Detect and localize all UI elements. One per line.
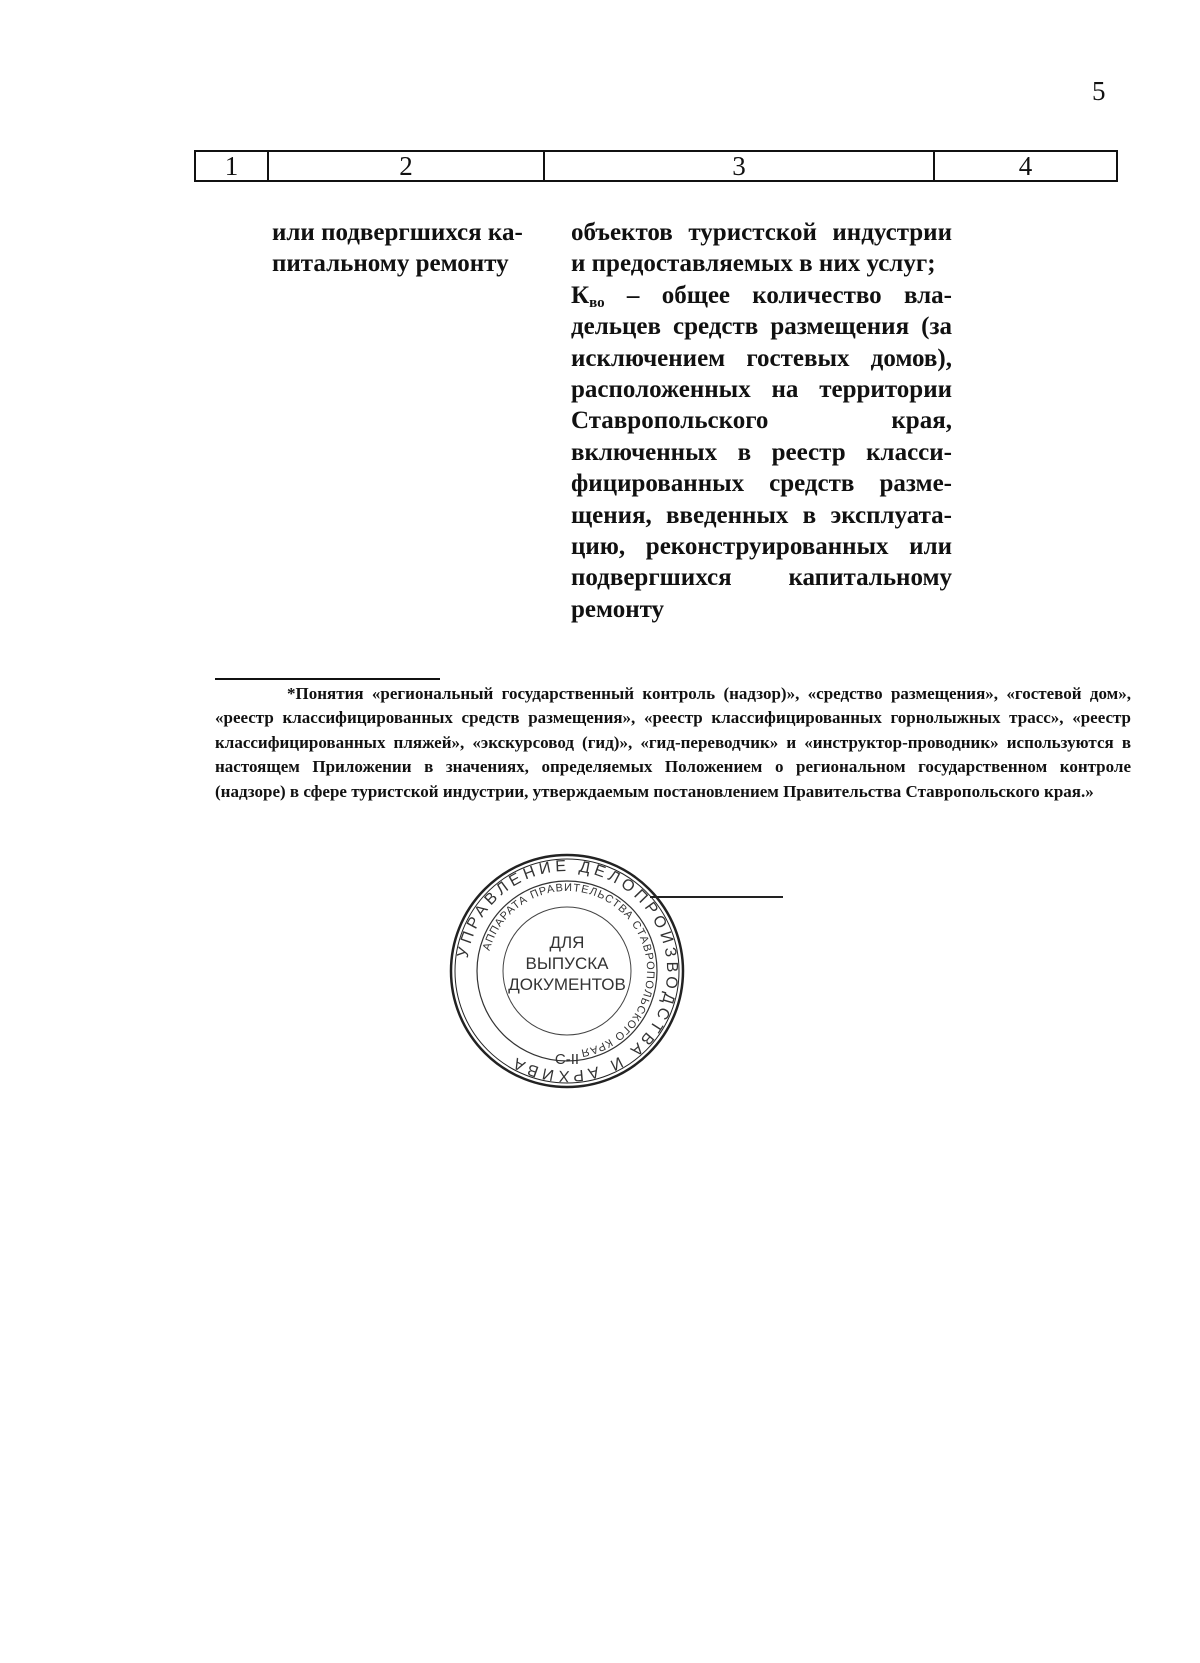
column-number-header bbox=[194, 150, 1118, 182]
column-number-4: 4 bbox=[934, 151, 1117, 181]
column-number-2: 2 bbox=[268, 151, 544, 181]
footnote: *Понятия «региональный государственный контроль (надзор)», «средство размещения», «гостевой дом», «реестр классифицированных средств размещения», «реестр классифицированных горнолыжных трасс», «реестр классифицированных пляжей», «экскурсовод (гид)», «гид-переводчик» и «инструктор-проводник» используются в настоящем Приложении в значениях, определяемых Положением о региональном государственном контроле (надзоре) в сфере туристской индустрии, утверждаемым постановлением Правительства Ставропольского края.» bbox=[215, 684, 1131, 801]
formula-definition: – общее количество владельцев средств размещения (за исключением гостевых домов), расположенных на территории Ставропольского края, включенных в реестр классифицированных средств размещения, введенных в эксплуатацию, реконструированных или подвергшихся капитальному ремонту bbox=[571, 281, 952, 623]
column-3-paragraph-2 bbox=[571, 280, 952, 625]
stamp-code: С-II bbox=[554, 1051, 580, 1068]
stamp-center-line-1: ДЛЯ bbox=[549, 933, 585, 952]
stamp-center-line-3: ДОКУМЕНТОВ bbox=[508, 975, 626, 994]
stamp-center-text bbox=[502, 932, 632, 995]
column-number-1: 1 bbox=[195, 151, 268, 181]
stamp-center-line-2: ВЫПУСКА bbox=[525, 954, 609, 973]
column-number-3: 3 bbox=[544, 151, 934, 181]
formula-subscript: во bbox=[589, 294, 605, 311]
formula-symbol: К bbox=[571, 281, 590, 309]
footnote-separator bbox=[215, 678, 440, 680]
page-number: 5 bbox=[1092, 76, 1106, 106]
column-3-text bbox=[571, 217, 952, 625]
column-2-text: или подвергшихся капитальному ремонту bbox=[272, 219, 523, 277]
stamp-outer-text: УПРАВЛЕНИЕ ДЕЛОПРОИЗВОДСТВА И АРХИВА bbox=[454, 857, 681, 1085]
stamp-inner-text: АППАРАТА ПРАВИТЕЛЬСТВА СТАВРОПОЛЬСКОГО КРАЯ bbox=[480, 881, 657, 1059]
column-3-paragraph-1: объектов туристской индустрии и предоставляемых в них услуг; bbox=[571, 219, 952, 278]
